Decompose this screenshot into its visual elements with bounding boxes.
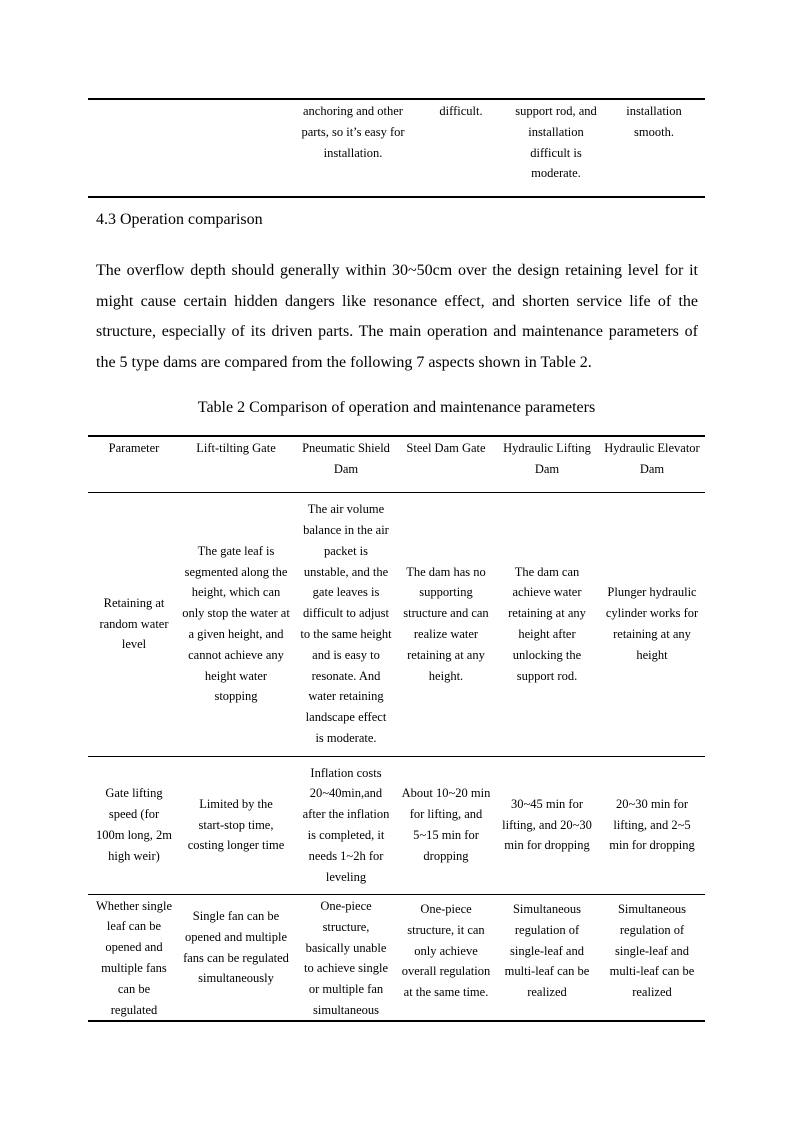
table-row-divider [88,894,705,895]
cell-text: Single fan can be opened and multiple fans can be regulated simultaneously [183,909,289,986]
section-heading: 4.3 Operation comparison [96,211,263,228]
header-steel-dam-gate: Steel Dam Gate [406,441,486,455]
table-cell [180,494,292,754]
table-row-label [88,494,180,754]
table-header-cell [600,438,704,490]
cell-text: support rod, and installation difficult is moderate. [515,104,597,181]
table-top-rule [88,435,705,437]
cell-text: installation smooth. [626,104,682,139]
table-cell [492,899,602,1017]
table-cell [400,494,492,754]
cell-text: Limited by the start-stop time, costing longer time [187,796,285,853]
table-cell [292,758,400,892]
header-pneumatic-shield-dam: Pneumatic Shield Dam [302,441,390,476]
continued-table-cell [606,101,702,196]
cell-text: Gate lifting speed (for 100m long, 2m high weir) [95,786,173,863]
cell-text: Simultaneous regulation of single-leaf and multi-leaf can be realized [504,902,590,1000]
cell-text: One-piece structure, basically unable to achieve single or multiple fan simultaneous [304,899,388,1017]
header-lift-tilting-gate: Lift-tilting Gate [196,441,276,455]
cell-text: anchoring and other parts, so it’s easy for installation. [301,104,405,160]
cell-text: The dam can achieve water retaining at any height after unlocking the support rod. [508,564,586,683]
table-cell [400,899,492,1017]
cell-text: The dam has no supporting structure and can realize water retaining at any height. [403,564,489,683]
body-paragraph: The overflow depth should generally within 30~50cm over the design retaining level for it might cause certain hidden dangers like resonance effect, and shorten service life of the structure, especially of its driven parts. The main operation and maintenance parameters of the 5 type dams are compared from the following 7 aspects shown in Table 2. [96,262,698,371]
cell-text: The air volume balance in the air packet is unstable, and the gate leaves is difficult to adjust to the same height and is easy to resonate. And water retaining landscape effect is moderate. [300,502,392,745]
table-cell [492,758,602,892]
header-hydraulic-elevator-dam: Hydraulic Elevator Dam [604,441,700,476]
table-bottom-rule [88,1020,705,1022]
table-header-cell [292,438,400,490]
continued-table-cell [420,101,502,196]
cell-text: The gate leaf is segmented along the height, which can only stop the water at a given height, and cannot achieve any height water stopping [182,543,290,704]
cell-text: Plunger hydraulic cylinder works for retaining at any height [605,585,699,662]
table-cell [600,758,704,892]
table-cell [400,758,492,892]
cell-text: 20~30 min for lifting, and 2~5 min for dropping [609,796,695,853]
cell-text: Retaining at random water level [99,595,169,652]
continued-table-bottom-rule [88,196,705,198]
continued-table-top-rule [88,98,705,100]
table-cell [600,494,704,754]
table-cell [600,899,704,1017]
table-caption: Table 2 Comparison of operation and maintenance parameters [197,399,596,416]
table-row-divider [88,492,705,493]
table-cell [292,896,400,1020]
table-cell [180,758,292,892]
table-row-divider [88,756,705,757]
cell-text: One-piece structure, it can only achieve overall regulation at the same time. [401,902,491,1000]
table-cell [292,494,400,754]
cell-text: Whether single leaf can be opened and multiple fans can be regulated [95,898,172,1017]
header-hydraulic-lifting-dam: Hydraulic Lifting Dam [503,441,591,476]
table-cell [180,906,292,1016]
table-header-cell [88,438,180,490]
table-header-cell [400,438,492,490]
table-cell [492,494,602,754]
table-header-cell [180,438,292,490]
header-parameter: Parameter [108,441,160,455]
cell-text: 30~45 min for lifting, and 20~30 min for dropping [502,796,592,853]
table-row-label [88,896,180,1020]
continued-table-cell [290,101,416,196]
table-header-cell [492,438,602,490]
continued-table-cell [502,101,610,196]
table-row-label [88,758,180,892]
cell-text: difficult. [439,104,483,118]
cell-text: About 10~20 min for lifting, and 5~15 min for dropping [401,786,491,863]
cell-text: Inflation costs 20~40min,and after the inflation is completed, it needs 1~2h for leveling [302,765,390,884]
cell-text: Simultaneous regulation of single-leaf and multi-leaf can be realized [609,902,695,1000]
